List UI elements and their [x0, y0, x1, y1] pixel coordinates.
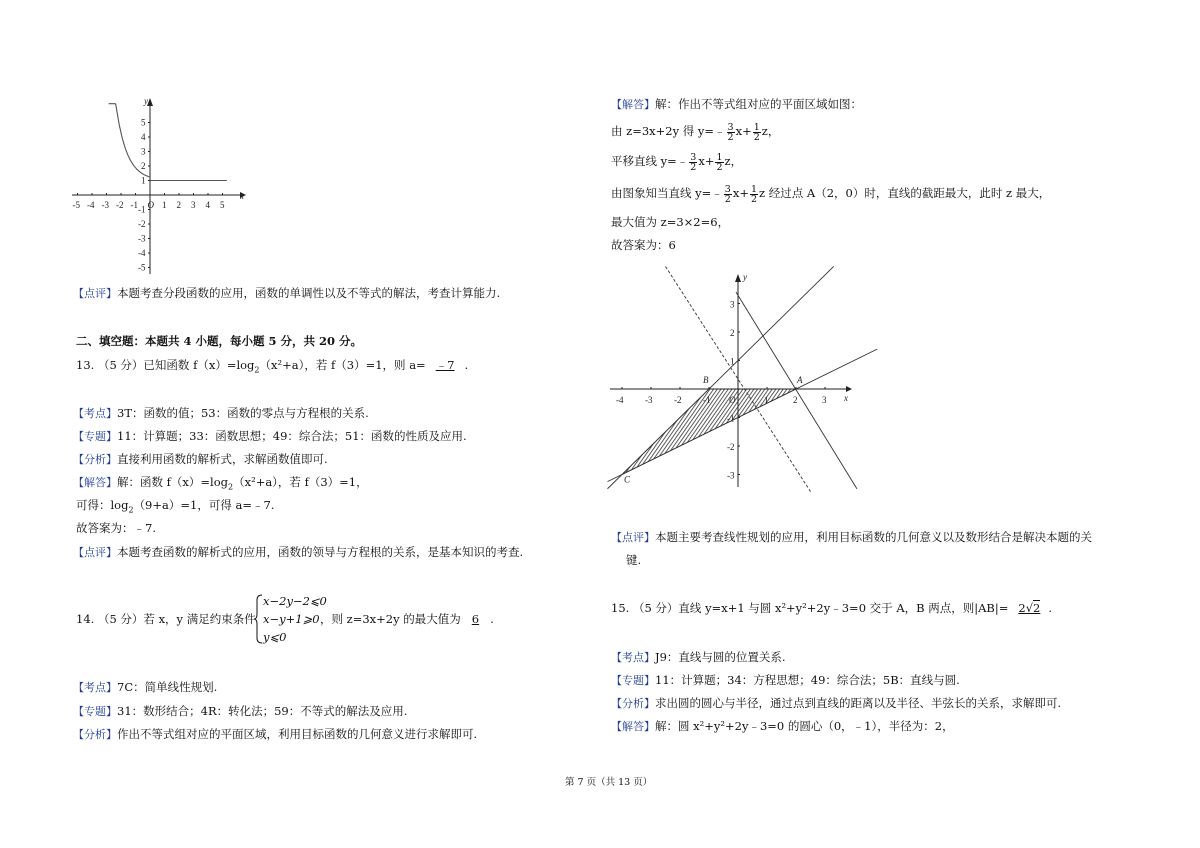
q14-kaodian: 【考点】7C：简单线性规划. — [73, 680, 218, 694]
y-tick-label: 3 — [730, 299, 735, 310]
x-tick-label: 3 — [822, 395, 827, 405]
y-tick-label: -1 — [727, 413, 735, 424]
y-axis-label: y — [144, 96, 148, 106]
x-tick-label: O — [147, 200, 154, 210]
y-tick-label: -1 — [138, 204, 146, 215]
y-tick-label: -3 — [138, 233, 146, 244]
q14-fenxi: 【分析】作出不等式组对应的平面区域，利用目标函数的几何意义进行求解即可. — [73, 727, 478, 741]
solution-line-1: 由 z=3x+2y 得 y=﹣ $\frac{3}{2}$ x+ $\frac{1}{2}$ z， — [611, 121, 780, 143]
q13-answer: ﹣7 — [435, 358, 455, 372]
q15-zhuanti: 【专题】11：计算题；34：方程思想；49：综合法；5B：直线与圆. — [611, 673, 960, 687]
point-C-label: C — [624, 474, 631, 485]
y-tick-label: -4 — [138, 248, 146, 258]
x-tick-label: -1 — [703, 395, 711, 405]
x-tick-label: -2 — [116, 200, 124, 210]
point-B-label: B — [703, 375, 709, 385]
x-tick-label: 4 — [205, 200, 210, 210]
y-tick-label: 5 — [141, 117, 146, 128]
x-tick-label: -1 — [130, 200, 138, 210]
y-tick-label: 1 — [730, 356, 735, 367]
solution-line-4: 最大值为 z=3×2=6， — [611, 215, 730, 229]
q13-zhuanti: 【专题】11：计算题；33：函数思想；49：综合法；51：函数的性质及应用. — [73, 429, 467, 443]
y-tick-label: 3 — [141, 146, 146, 157]
x-axis-label: x — [240, 191, 244, 201]
y-tick-label: -2 — [727, 442, 735, 452]
comment1: 【点评】本题考查分段函数的应用，函数的单调性以及不等式的解法，考查计算能力. — [73, 286, 501, 300]
q15-answer: 2√2 — [1018, 601, 1041, 615]
graph-feasible-region — [608, 262, 888, 494]
x-tick-label: -3 — [101, 200, 109, 210]
section-heading: 二、填空题：本题共 4 小题，每小题 5 分，共 20 分。 — [76, 334, 363, 348]
x-tick-label: 2 — [793, 395, 798, 405]
y-tick-label: 2 — [730, 328, 735, 338]
constraint-3: y⩽0 — [263, 630, 287, 644]
x-tick-label: 3 — [191, 200, 196, 210]
x-tick-label: -2 — [674, 395, 682, 405]
q14-answer: 6 — [471, 612, 480, 626]
page-footer: 第 7 页（共 13 页） — [565, 777, 653, 788]
q13-answer-line: 故答案为：﹣7. — [76, 521, 156, 535]
q14-jieda: 【解答】解：作出不等式组对应的平面区域如图： — [611, 97, 862, 111]
line-x-2y-2 — [608, 349, 878, 482]
x-tick-label: 1 — [162, 200, 167, 210]
graph1-axes — [72, 96, 246, 274]
x-tick-label: -3 — [645, 395, 653, 405]
y-tick-label: 2 — [141, 161, 146, 171]
y-tick-label: -5 — [138, 262, 146, 273]
q14-dianping-cont: 键. — [626, 553, 642, 567]
graph-piecewise-function — [68, 92, 248, 277]
q15-fenxi: 【分析】求出圆的圆心与半径，通过点到直线的距离以及半径、半弦长的关系，求解即可. — [611, 696, 1062, 710]
q15-jieda: 【解答】解：圆 x²+y²+2y﹣3=0 的圆心（0，﹣1），半径为：2， — [611, 719, 954, 733]
solution-line-2: 平移直线 y=﹣ $\frac{3}{2}$ x+ $\frac{1}{2}$ z， — [611, 151, 743, 173]
x-tick-label: -5 — [72, 200, 80, 210]
q14-dianping: 【点评】本题主要考查线性规划的应用，利用目标函数的几何意义以及数形结合是解决本题的关 — [611, 530, 1092, 544]
question-14-stem: 14. （5 分）若 x，y 满足约束条件 — [76, 612, 256, 626]
x-tick-label: -4 — [87, 200, 95, 210]
y-tick-label: 1 — [141, 175, 146, 186]
x-tick-label: O — [729, 395, 736, 405]
x-tick-label: 2 — [176, 200, 181, 210]
q13-fenxi: 【分析】直接利用函数的解析式，求解函数值即可. — [73, 452, 328, 466]
question-14-tail: ，则 z=3x+2y 的最大值为 6 . — [320, 612, 494, 626]
constraint-1: x−2y−2⩽0 — [263, 594, 327, 608]
graph2-content — [608, 266, 878, 491]
y-axis-label: y — [743, 272, 747, 282]
solution-line-3: 由图象知当直线 y=﹣ $\frac{3}{2}$ x+ $\frac{1}{2}$ z 经过点 A（2，0）时，直线的截距最大，此时 z 最大， — [611, 183, 1051, 205]
y-tick-label: -3 — [727, 470, 735, 481]
x-tick-label: -4 — [616, 395, 624, 405]
y-tick-label: -2 — [138, 219, 146, 229]
constraint-2: x−y+1⩾0 — [263, 612, 320, 626]
y-axis-arrow — [735, 274, 741, 282]
question-13: 13. （5 分）已知函数 $f(x)=\log_2(x^2+a)$，若 f（3）=1，则 a= ﹣7 . — [76, 358, 469, 375]
point-A-label: A — [797, 375, 803, 385]
x-axis-label: x — [844, 393, 848, 403]
q13-solution-line2: 可得：$\log_2(9+a)=1$，可得 a=﹣7. — [76, 498, 275, 515]
solution-line-5: 故答案为：6 — [611, 238, 676, 252]
q14-zhuanti: 【专题】31：数形结合；4R：转化法；59：不等式的解法及应用. — [73, 704, 408, 718]
q13-kaodian: 【考点】3T：函数的值；53：函数的零点与方程根的关系. — [73, 406, 369, 420]
y-tick-label: 4 — [141, 132, 146, 142]
x-tick-label: 1 — [764, 395, 769, 405]
x-tick-label: 5 — [220, 200, 225, 210]
x-axis-arrow — [846, 386, 852, 392]
question-15: 15. （5 分）直线 y=x+1 与圆 x²+y²+2y﹣3=0 交于 A，B 两点，则|AB|= 2√2 . — [611, 601, 1053, 615]
q13-dianping: 【点评】本题考查函数的解析式的应用，函数的领导与方程根的关系，是基本知识的考查. — [73, 545, 524, 559]
q15-kaodian: 【考点】J9：直线与圆的位置关系. — [611, 650, 786, 664]
q13-jieda: 【解答】解：函数 $f(x)=\log_2(x^2+a)$，若 f（3）=1， — [73, 475, 368, 492]
